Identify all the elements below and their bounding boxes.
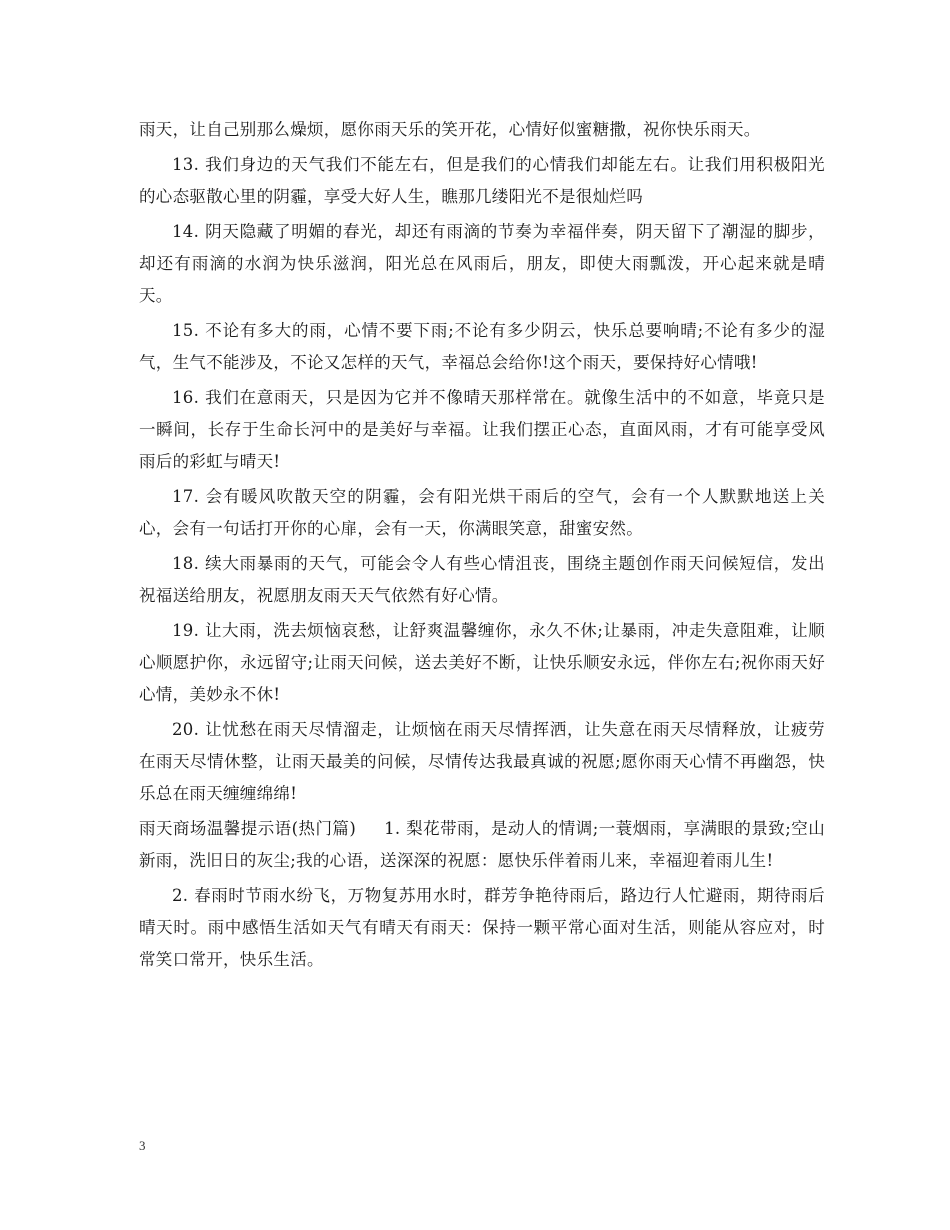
paragraph-item-15: 15. 不论有多大的雨，心情不要下雨;不论有多少阴云，快乐总要响晴;不论有多少的湿气，生气不能涉及，不论又怎样的天气，幸福总会给你!这个雨天，要保持好心情哦! [139,321,825,372]
paragraph-item-16: 16. 我们在意雨天，只是因为它并不像晴天那样常在。就像生活中的不如意，毕竟只是一瞬间，长存于生命长河中的是美好与幸福。让我们摆正心态，直面风雨，才有可能享受风雨后的彩虹与晴天! [139,388,825,471]
paragraph-item-18: 18. 续大雨暴雨的天气，可能会令人有些心情沮丧，围绕主题创作雨天问候短信，发出祝福送给朋友，祝愿朋友雨天天气依然有好心情。 [139,554,825,605]
paragraph-item-17: 17. 会有暖风吹散天空的阴霾，会有阳光烘干雨后的空气，会有一个人默默地送上关心，会有一句话打开你的心扉，会有一天，你满眼笑意，甜蜜安然。 [139,487,825,538]
paragraph-continuation: 雨天，让自己别那么燥烦，愿你雨天乐的笑开花，心情好似蜜糖撒，祝你快乐雨天。 [139,120,761,139]
paragraph-item-19: 19. 让大雨，洗去烦恼哀愁，让舒爽温馨缠你，永久不休;让暴雨，冲走失意阻难，让顺心顺愿护你，永远留守;让雨天问候，送去美好不断，让快乐顺安永远，伴你左右;祝你雨天好心情，美妙永不休! [139,621,825,704]
paragraph-item-13: 13. 我们身边的天气我们不能左右，但是我们的心情我们却能左右。让我们用积极阳光的心态驱散心里的阴霾，享受大好人生，瞧那几缕阳光不是很灿烂吗 [139,155,825,206]
paragraph-item-20: 20. 让忧愁在雨天尽情溜走，让烦恼在雨天尽情挥洒，让失意在雨天尽情释放，让疲劳在雨天尽情休整，让雨天最美的问候，尽情传达我最真诚的祝愿;愿你雨天心情不再幽怨，快乐总在雨天缠缠绵绵! [139,720,825,803]
section-paragraph [139,813,825,877]
section-item-1: 1. 梨花带雨，是动人的情调;一蓑烟雨，享满眼的景致;空山新雨，洗旧日的灰尘;我的心语，送深深的祝愿：愿快乐伴着雨儿来，幸福迎着雨儿生! [139,819,826,870]
page-number: 3 [139,1138,146,1153]
paragraph-item-14: 14. 阴天隐藏了明媚的春光，却还有雨滴的节奏为幸福伴奏，阴天留下了潮湿的脚步，却还有雨滴的水润为快乐滋润，阳光总在风雨后，朋友，即使大雨瓢泼，开心起来就是晴天。 [139,222,825,305]
section-heading: 雨天商场温馨提示语(热门篇) [139,819,357,838]
document-body [139,114,825,979]
section-item-2: 2. 春雨时节雨水纷飞，万物复苏用水时，群芳争艳待雨后，路边行人忙避雨，期待雨后晴天时。雨中感悟生活如天气有晴天有雨天：保持一颗平常心面对生活，则能从容应对，时常笑口常开，快乐生活。 [139,886,825,969]
